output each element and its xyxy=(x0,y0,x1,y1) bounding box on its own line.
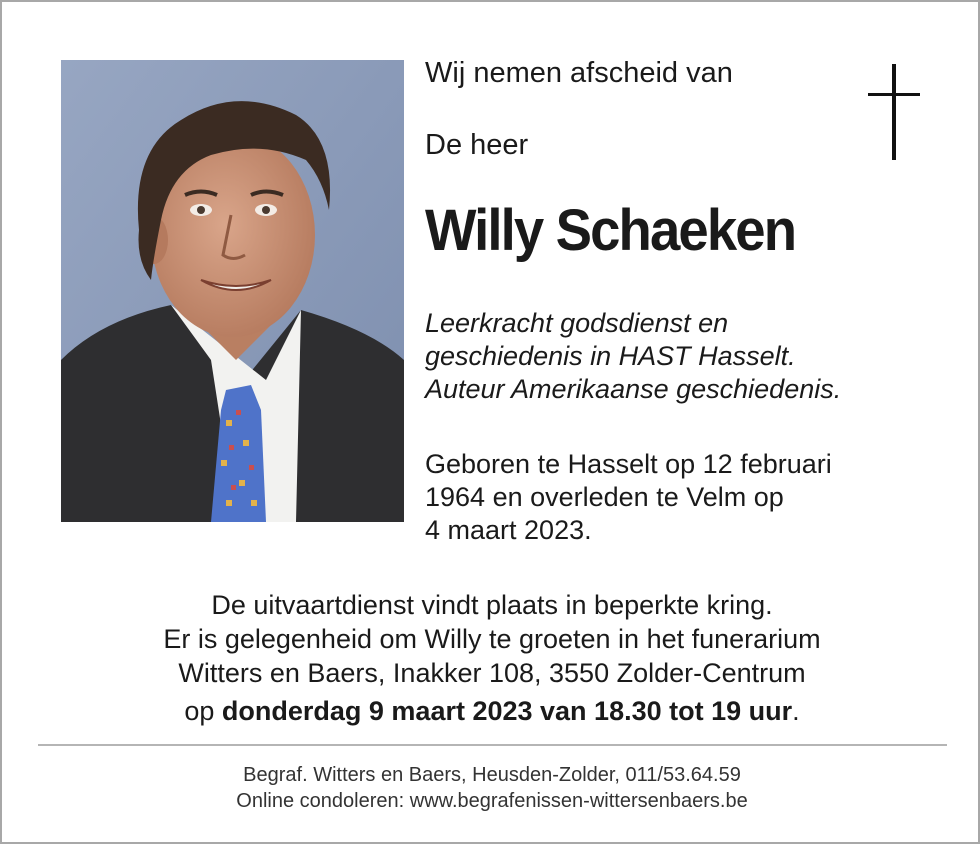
occupation-line: Auteur Amerikaanse geschiedenis. xyxy=(425,374,842,404)
service-date-suffix: . xyxy=(792,696,800,726)
portrait-photo xyxy=(61,60,404,522)
service-line: Er is gelegenheid om Willy te groeten in het funerarium xyxy=(163,624,821,654)
deceased-name: Willy Schaeken xyxy=(425,198,796,263)
bio-line: Geboren te Hasselt op 12 februari xyxy=(425,449,832,479)
service-line: De uitvaartdienst vindt plaats in beperkte kring. xyxy=(211,590,773,620)
funeral-home-contact: Begraf. Witters en Baers, Heusden-Zolder, 011/53.64.59 xyxy=(243,764,741,786)
bio-line: 4 maart 2023. xyxy=(425,515,592,545)
occupation-line: geschiedenis in HAST Hasselt. xyxy=(425,341,796,371)
service-line: Witters en Baers, Inakker 108, 3550 Zolder-Centrum xyxy=(178,658,806,688)
service-date-line xyxy=(2,694,980,728)
bio-line: 1964 en overleden te Velm op xyxy=(425,482,784,512)
intro-text: Wij nemen afscheid van xyxy=(425,57,733,89)
occupation-line: Leerkracht godsdienst en xyxy=(425,308,729,338)
service-date: donderdag 9 maart 2023 van 18.30 tot 19 uur xyxy=(221,696,793,726)
honorific-title: De heer xyxy=(425,129,529,161)
online-condolence: Online condoleren: www.begrafenissen-wittersenbaers.be xyxy=(236,790,748,812)
service-date-prefix: op xyxy=(184,696,222,726)
cross-icon xyxy=(864,64,924,160)
divider xyxy=(38,744,947,746)
